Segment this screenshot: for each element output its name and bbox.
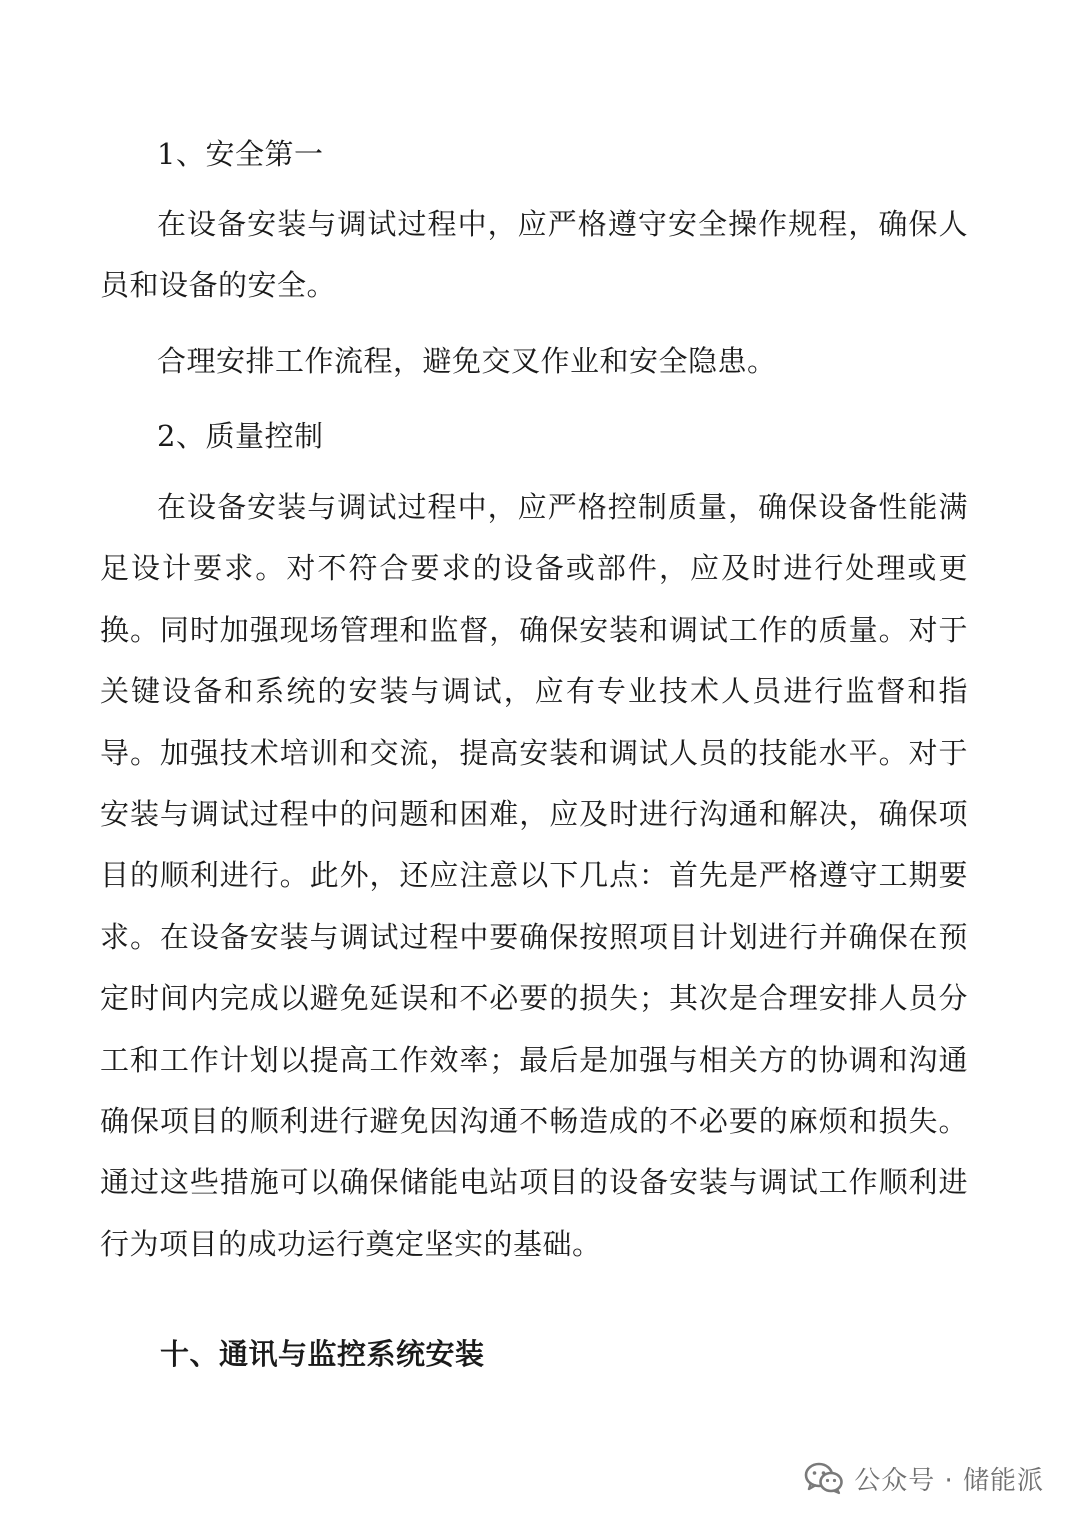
wechat-watermark xyxy=(804,1456,1044,1500)
section-heading-communication-monitoring: 十、通讯与监控系统安装 xyxy=(160,1337,485,1371)
paragraph-quality-control: 在设备安装与调试过程中，应严格控制质量，确保设备性能满足设计要求。对不符合要求的设备或部件，应及时进行处理或更换。同时加强现场管理和监督，确保安装和调试工作的质量。对于关键设备和系统的安装与调试，应有专业技术人员进行监督和指导。加强技术培训和交流，提高安装和调试人员的技能水平。对于安装与调试过程中的问题和困难，应及时进行沟通和解决，确保项目的顺利进行。此外，还应注意以下几点：首先是严格遵守工期要求。在设备安装与调试过程中要确保按照项目计划进行并确保在预定时间内完成以避免延误和不必要的损失；其次是合理安排人员分工和工作计划以提高工作效率；最后是加强与相关方的协调和沟通确保项目的顺利进行避免因沟通不畅造成的不必要的麻烦和损失。通过这些措施可以确保储能电站项目的设备安装与调试工作顺利进行为项目的成功运行奠定坚实的基础。 xyxy=(100,490,968,1261)
heading-quality-control: 2、质量控制 xyxy=(157,419,324,453)
paragraph-workflow: 合理安排工作流程，避免交叉作业和安全隐患。 xyxy=(157,344,777,378)
wechat-icon xyxy=(804,1461,844,1495)
watermark-text: 公众号 · 储能派 xyxy=(854,1465,1044,1496)
paragraph-safety-rules: 在设备安装与调试过程中，应严格遵守安全操作规程，确保人员和设备的安全。 xyxy=(100,207,968,303)
heading-safety-first: 1、安全第一 xyxy=(157,137,324,171)
